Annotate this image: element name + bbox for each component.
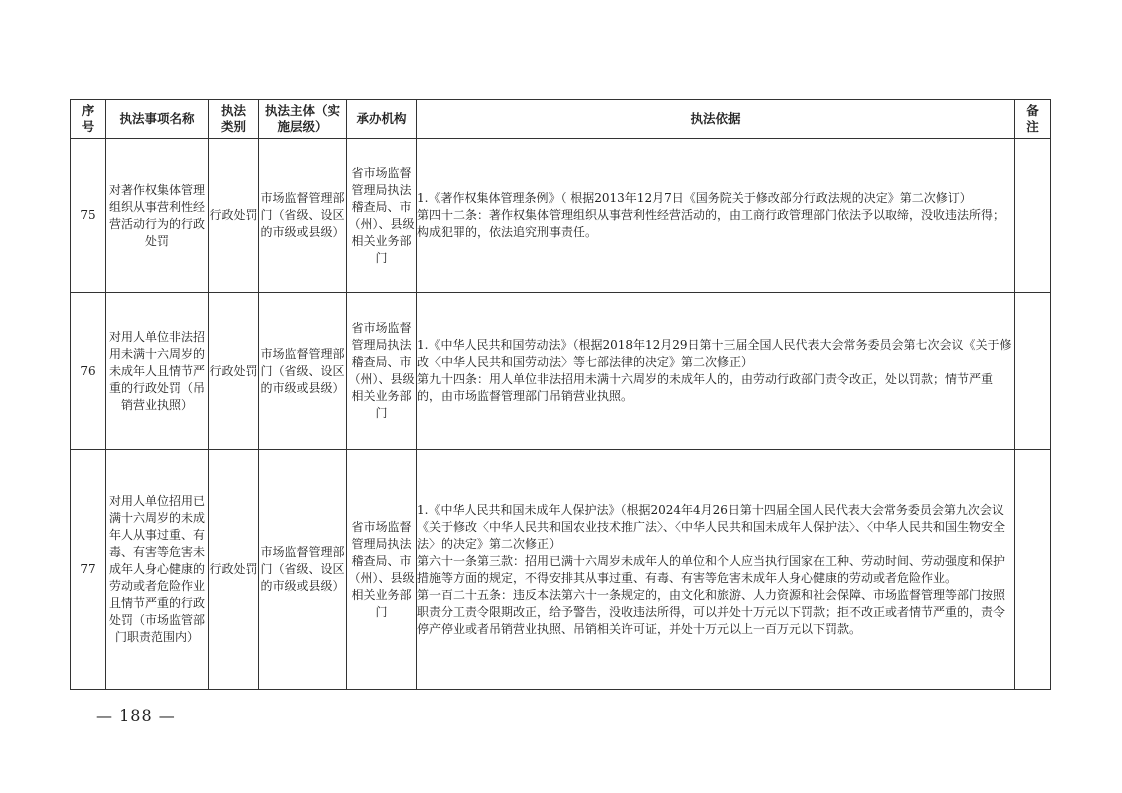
basis-paragraph: 1.《著作权集体管理条例》（ 根据2013年12月7日《国务院关于修改部分行政法规的决定》第二次修订） [417, 191, 972, 205]
table-row [71, 293, 1051, 450]
handling-organization: 省市场监督管理局执法稽查局、市（州）、县级相关业务部门 [347, 293, 417, 450]
header-org: 承办机构 [347, 100, 417, 139]
header-body: 执法主体（实施层级） [259, 100, 347, 139]
legal-basis [417, 293, 1015, 450]
item-name: 对用人单位招用已满十六周岁的未成年人从事过重、有毒、有害等危害未成年人身心健康的劳动或者危险作业且情节严重的行政处罚（市场监管部门职责范围内） [106, 450, 209, 690]
row-number: 77 [71, 450, 106, 690]
row-number: 75 [71, 139, 106, 293]
remarks [1015, 450, 1051, 690]
remarks [1015, 293, 1051, 450]
enforcement-body: 市场监督管理部门（省级、设区的市级或县级） [259, 139, 347, 293]
enforcement-category: 行政处罚 [209, 293, 259, 450]
header-basis: 执法依据 [417, 100, 1015, 139]
enforcement-body: 市场监督管理部门（省级、设区的市级或县级） [259, 450, 347, 690]
page-number: — 188 — [96, 706, 176, 725]
legal-basis [417, 139, 1015, 293]
header-row [71, 100, 1051, 139]
header-remarks: 备注 [1015, 100, 1051, 139]
basis-paragraph: 第一百二十五条：违反本法第六十一条规定的，由文化和旅游、人力资源和社会保障、市场监督管理等部门按照职责分工责令限期改正，给予警告，没收违法所得，可以并处十万元以下罚款；拒不改正或者情节严重的，责令停产停业或者吊销营业执照、吊销相关许可证，并处十万元以上一百万元以下罚款。 [417, 587, 1006, 636]
enforcement-table [70, 99, 1051, 690]
basis-paragraph: 1.《中华人民共和国劳动法》（根据2018年12月29日第十三届全国人民代表大会常务委员会第七次会议《关于修改〈中华人民共和国劳动法〉等七部法律的决定》第二次修正） [417, 338, 1012, 369]
enforcement-category: 行政处罚 [209, 450, 259, 690]
table-row [71, 450, 1051, 690]
header-num: 序号 [71, 100, 106, 139]
table-row [71, 139, 1051, 293]
basis-paragraph: 1.《中华人民共和国未成年人保护法》（根据2024年4月26日第十四届全国人民代表大会常务委员会第九次会议《关于修改〈中华人民共和国农业技术推广法〉、〈中华人民共和国未成年人保护法〉、〈中华人民共和国生物安全法〉的决定》第二次修正） [417, 502, 1006, 551]
header-category: 执法类别 [209, 100, 259, 139]
remarks [1015, 139, 1051, 293]
enforcement-category: 行政处罚 [209, 139, 259, 293]
basis-paragraph: 第四十二条：著作权集体管理组织从事营利性经营活动的，由工商行政管理部门依法予以取缔，没收违法所得；构成犯罪的，依法追究刑事责任。 [417, 208, 1006, 239]
enforcement-body: 市场监督管理部门（省级、设区的市级或县级） [259, 293, 347, 450]
basis-paragraph: 第九十四条：用人单位非法招用未满十六周岁的未成年人的，由劳动行政部门责令改正，处以罚款；情节严重的，由市场监督管理部门吊销营业执照。 [417, 372, 994, 403]
item-name: 对用人单位非法招用未满十六周岁的未成年人且情节严重的行政处罚（吊销营业执照） [106, 293, 209, 450]
header-name: 执法事项名称 [106, 100, 209, 139]
legal-basis [417, 450, 1015, 690]
handling-organization: 省市场监督管理局执法稽查局、市（州）、县级相关业务部门 [347, 139, 417, 293]
item-name: 对著作权集体管理组织从事营利性经营活动行为的行政处罚 [106, 139, 209, 293]
basis-paragraph: 第六十一条第三款：招用已满十六周岁未成年人的单位和个人应当执行国家在工种、劳动时间、劳动强度和保护措施等方面的规定，不得安排其从事过重、有毒、有害等危害未成年人身心健康的劳动或者危险作业。 [417, 553, 1006, 585]
row-number: 76 [71, 293, 106, 450]
handling-organization: 省市场监督管理局执法稽查局、市（州）、县级相关业务部门 [347, 450, 417, 690]
